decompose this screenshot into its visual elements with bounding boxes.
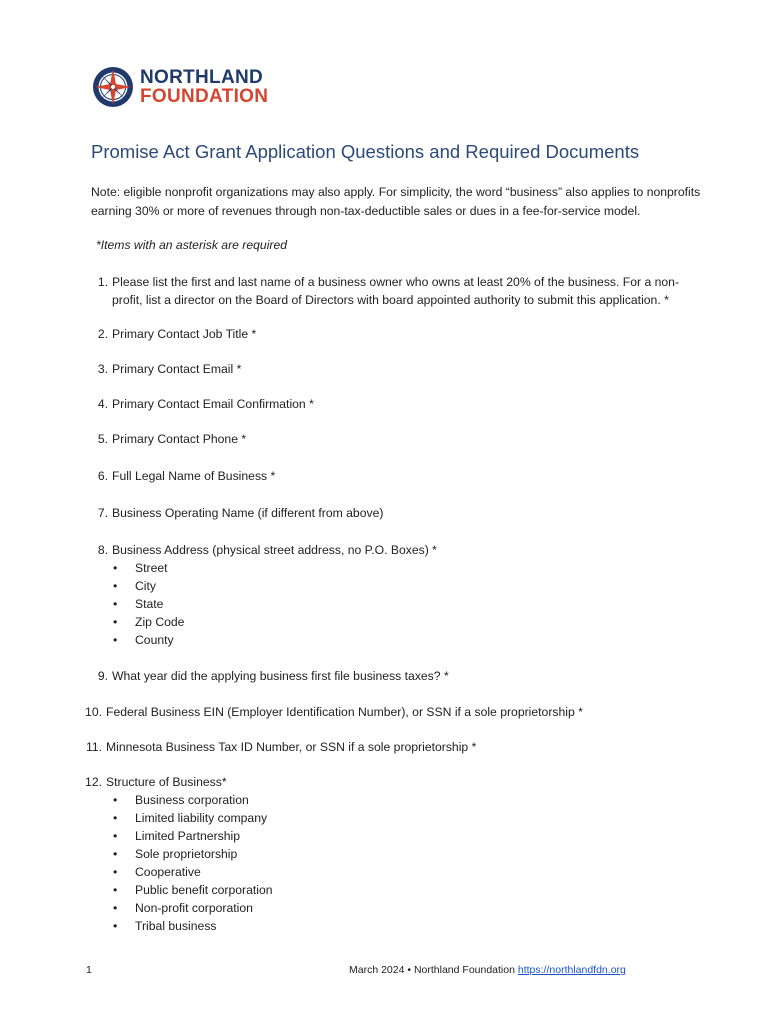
bullet-icon: • — [113, 633, 118, 647]
question-text: Primary Contact Email Confirmation * — [112, 397, 314, 411]
bullet-icon: • — [113, 793, 118, 807]
structure-item-label: Tribal business — [135, 919, 217, 933]
northland-foundation-logo — [92, 66, 268, 108]
website-link[interactable]: https://northlandfdn.org — [517, 964, 626, 976]
question-number: 4. — [97, 397, 108, 411]
question-text: Please list the first and last name of a business owner who owns at least 20% of the business. For a non-profit, list a director on the Board of Directors with board appointed authority to submit this application. * — [112, 275, 680, 307]
question-number: 5. — [97, 432, 108, 446]
address-item-label: County — [135, 633, 174, 647]
eligibility-note: Note: eligible nonprofit organizations may also apply. For simplicity, the word “business” also applies to nonprofits earning 30% or more of revenues through non-tax-deductible sales or dues in a fee-for-service model. — [91, 185, 701, 218]
question-text: Primary Contact Email * — [112, 362, 242, 376]
structure-item-label: Sole proprietorship — [135, 847, 238, 861]
question-text: What year did the applying business first file business taxes? * — [112, 669, 449, 683]
question-number: 8. — [97, 543, 108, 557]
question-number: 11. — [85, 740, 102, 754]
page-title: Promise Act Grant Application Questions and Required Documents — [91, 141, 640, 162]
question-text: Structure of Business* — [106, 775, 227, 789]
question-number: 9. — [97, 669, 108, 683]
question-text: Business Operating Name (if different from above) — [112, 506, 384, 520]
page-number: 1 — [86, 964, 92, 976]
footer-date-org: March 2024 • Northland Foundation — [349, 964, 518, 976]
question-text: Business Address (physical street address, no P.O. Boxes) * — [112, 543, 437, 557]
required-note: *Items with an asterisk are required — [96, 238, 288, 252]
logo-line-foundation: FOUNDATION — [140, 86, 269, 107]
question-number: 6. — [97, 469, 108, 483]
bullet-icon: • — [113, 883, 118, 897]
structure-item-label: Limited Partnership — [135, 829, 240, 843]
question-number: 10. — [85, 705, 102, 719]
address-item-label: Zip Code — [135, 615, 185, 629]
bullet-icon: • — [113, 865, 118, 879]
structure-item-label: Non-profit corporation — [135, 901, 253, 915]
bullet-icon: • — [113, 615, 118, 629]
structure-item-label: Public benefit corporation — [135, 883, 273, 897]
question-text: Federal Business EIN (Employer Identification Number), or SSN if a sole proprietorship * — [106, 705, 583, 719]
address-item-label: City — [135, 579, 156, 593]
question-text: Minnesota Business Tax ID Number, or SSN if a sole proprietorship * — [106, 740, 477, 754]
footer-info — [349, 964, 626, 976]
bullet-icon: • — [113, 811, 118, 825]
question-text: Primary Contact Phone * — [112, 432, 247, 446]
bullet-icon: • — [113, 561, 118, 575]
structure-item-label: Limited liability company — [135, 811, 268, 825]
bullet-icon: • — [113, 597, 118, 611]
bullet-icon: • — [113, 847, 118, 861]
question-number: 7. — [97, 506, 108, 520]
question-number: 12. — [85, 775, 102, 789]
question-number: 1. — [97, 275, 108, 289]
bullet-icon: • — [113, 919, 118, 933]
structure-item-label: Business corporation — [135, 793, 249, 807]
structure-item-label: Cooperative — [135, 865, 201, 879]
bullet-icon: • — [113, 579, 118, 593]
address-item-label: State — [135, 597, 164, 611]
bullet-icon: • — [113, 829, 118, 843]
logo-line-northland: NORTHLAND — [140, 67, 264, 88]
question-number: 3. — [97, 362, 108, 376]
question-text: Full Legal Name of Business * — [112, 469, 276, 483]
bullet-icon: • — [113, 901, 118, 915]
question-text: Primary Contact Job Title * — [112, 327, 257, 341]
address-item-label: Street — [135, 561, 168, 575]
question-number: 2. — [97, 327, 108, 341]
compass-star-icon — [92, 66, 134, 108]
